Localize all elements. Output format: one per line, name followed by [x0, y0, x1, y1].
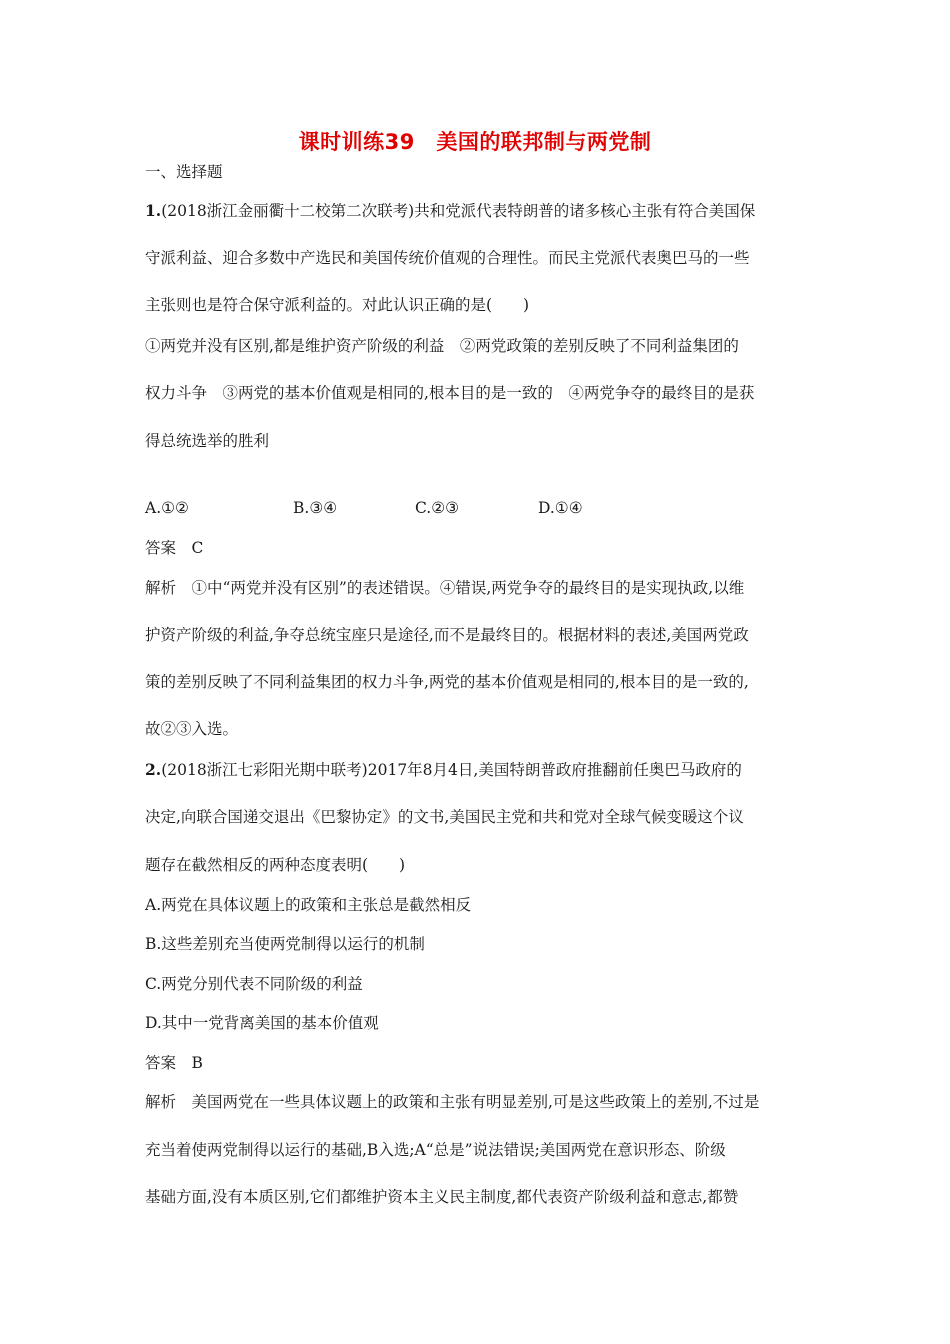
q2-option-d: D.其中一党背离美国的基本价值观: [145, 1014, 379, 1032]
q2-option-a: A.两党在具体议题上的政策和主张总是截然相反: [145, 896, 472, 914]
q1-analysis-line-1: 解析 ①中“两党并没有区别”的表述错误。④错误,两党争夺的最终目的是实现执政,以维: [145, 579, 745, 597]
page-title: 课时训练39 美国的联邦制与两党制: [298, 130, 652, 154]
q2-line-2: 决定,向联合国递交退出《巴黎协定》的文书,美国民主党和共和党对全球气候变暖这个议: [145, 808, 744, 826]
q1-option-c: C.②③: [415, 499, 460, 517]
q2-analysis-line-2: 充当着使两党制得以运行的基础,B入选;A“总是”说法错误;美国两党在意识形态、阶级: [145, 1141, 726, 1159]
q1-line-5: 权力斗争 ③两党的基本价值观是相同的,根本目的是一致的 ④两党争夺的最终目的是获: [145, 384, 755, 402]
q2-option-b: B.这些差别充当使两党制得以运行的机制: [145, 935, 425, 953]
q1-line-4: ①两党并没有区别,都是维护资产阶级的利益 ②两党政策的差别反映了不同利益集团的: [145, 337, 739, 355]
q1-option-a: A.①②: [145, 499, 189, 517]
q1-analysis-line-4: 故②③入选。: [145, 720, 239, 738]
q1-number: 1.: [145, 201, 162, 220]
q2-line-1: 2.(2018浙江七彩阳光期中联考)2017年8月4日,美国特朗普政府推翻前任奥巴马政府的: [145, 760, 742, 779]
q1-answer: 答案 C: [145, 539, 204, 557]
section-heading: 一、选择题: [145, 163, 223, 181]
q2-analysis-line-3: 基础方面,没有本质区别,它们都维护资本主义民主制度,都代表资产阶级利益和意志,都赞: [145, 1188, 739, 1206]
q1-analysis-line-2: 护资产阶级的利益,争夺总统宝座只是途径,而不是最终目的。根据材料的表述,美国两党政: [145, 626, 749, 644]
q1-analysis-line-3: 策的差别反映了不同利益集团的权力斗争,两党的基本价值观是相同的,根本目的是一致的,: [145, 673, 749, 691]
q1-line-6: 得总统选举的胜利: [145, 432, 270, 450]
q1-option-b: B.③④: [293, 499, 338, 517]
q1-line-3: 主张则也是符合保守派利益的。对此认识正确的是( ): [145, 296, 530, 314]
q1-option-d: D.①④: [538, 499, 583, 517]
q2-answer: 答案 B: [145, 1054, 203, 1072]
q2-line-3: 题存在截然相反的两种态度表明( ): [145, 856, 406, 874]
q2-option-c: C.两党分别代表不同阶级的利益: [145, 975, 363, 993]
q2-number: 2.: [145, 760, 162, 779]
q1-line-2: 守派利益、迎合多数中产选民和美国传统价值观的合理性。而民主党派代表奥巴马的一些: [145, 249, 750, 267]
q2-analysis-line-1: 解析 美国两党在一些具体议题上的政策和主张有明显差别,可是这些政策上的差别,不过是: [145, 1093, 760, 1111]
q1-options: [145, 498, 810, 518]
q1-line-1: 1.(2018浙江金丽衢十二校第二次联考)共和党派代表特朗普的诸多核心主张有符合美国保: [145, 201, 756, 220]
